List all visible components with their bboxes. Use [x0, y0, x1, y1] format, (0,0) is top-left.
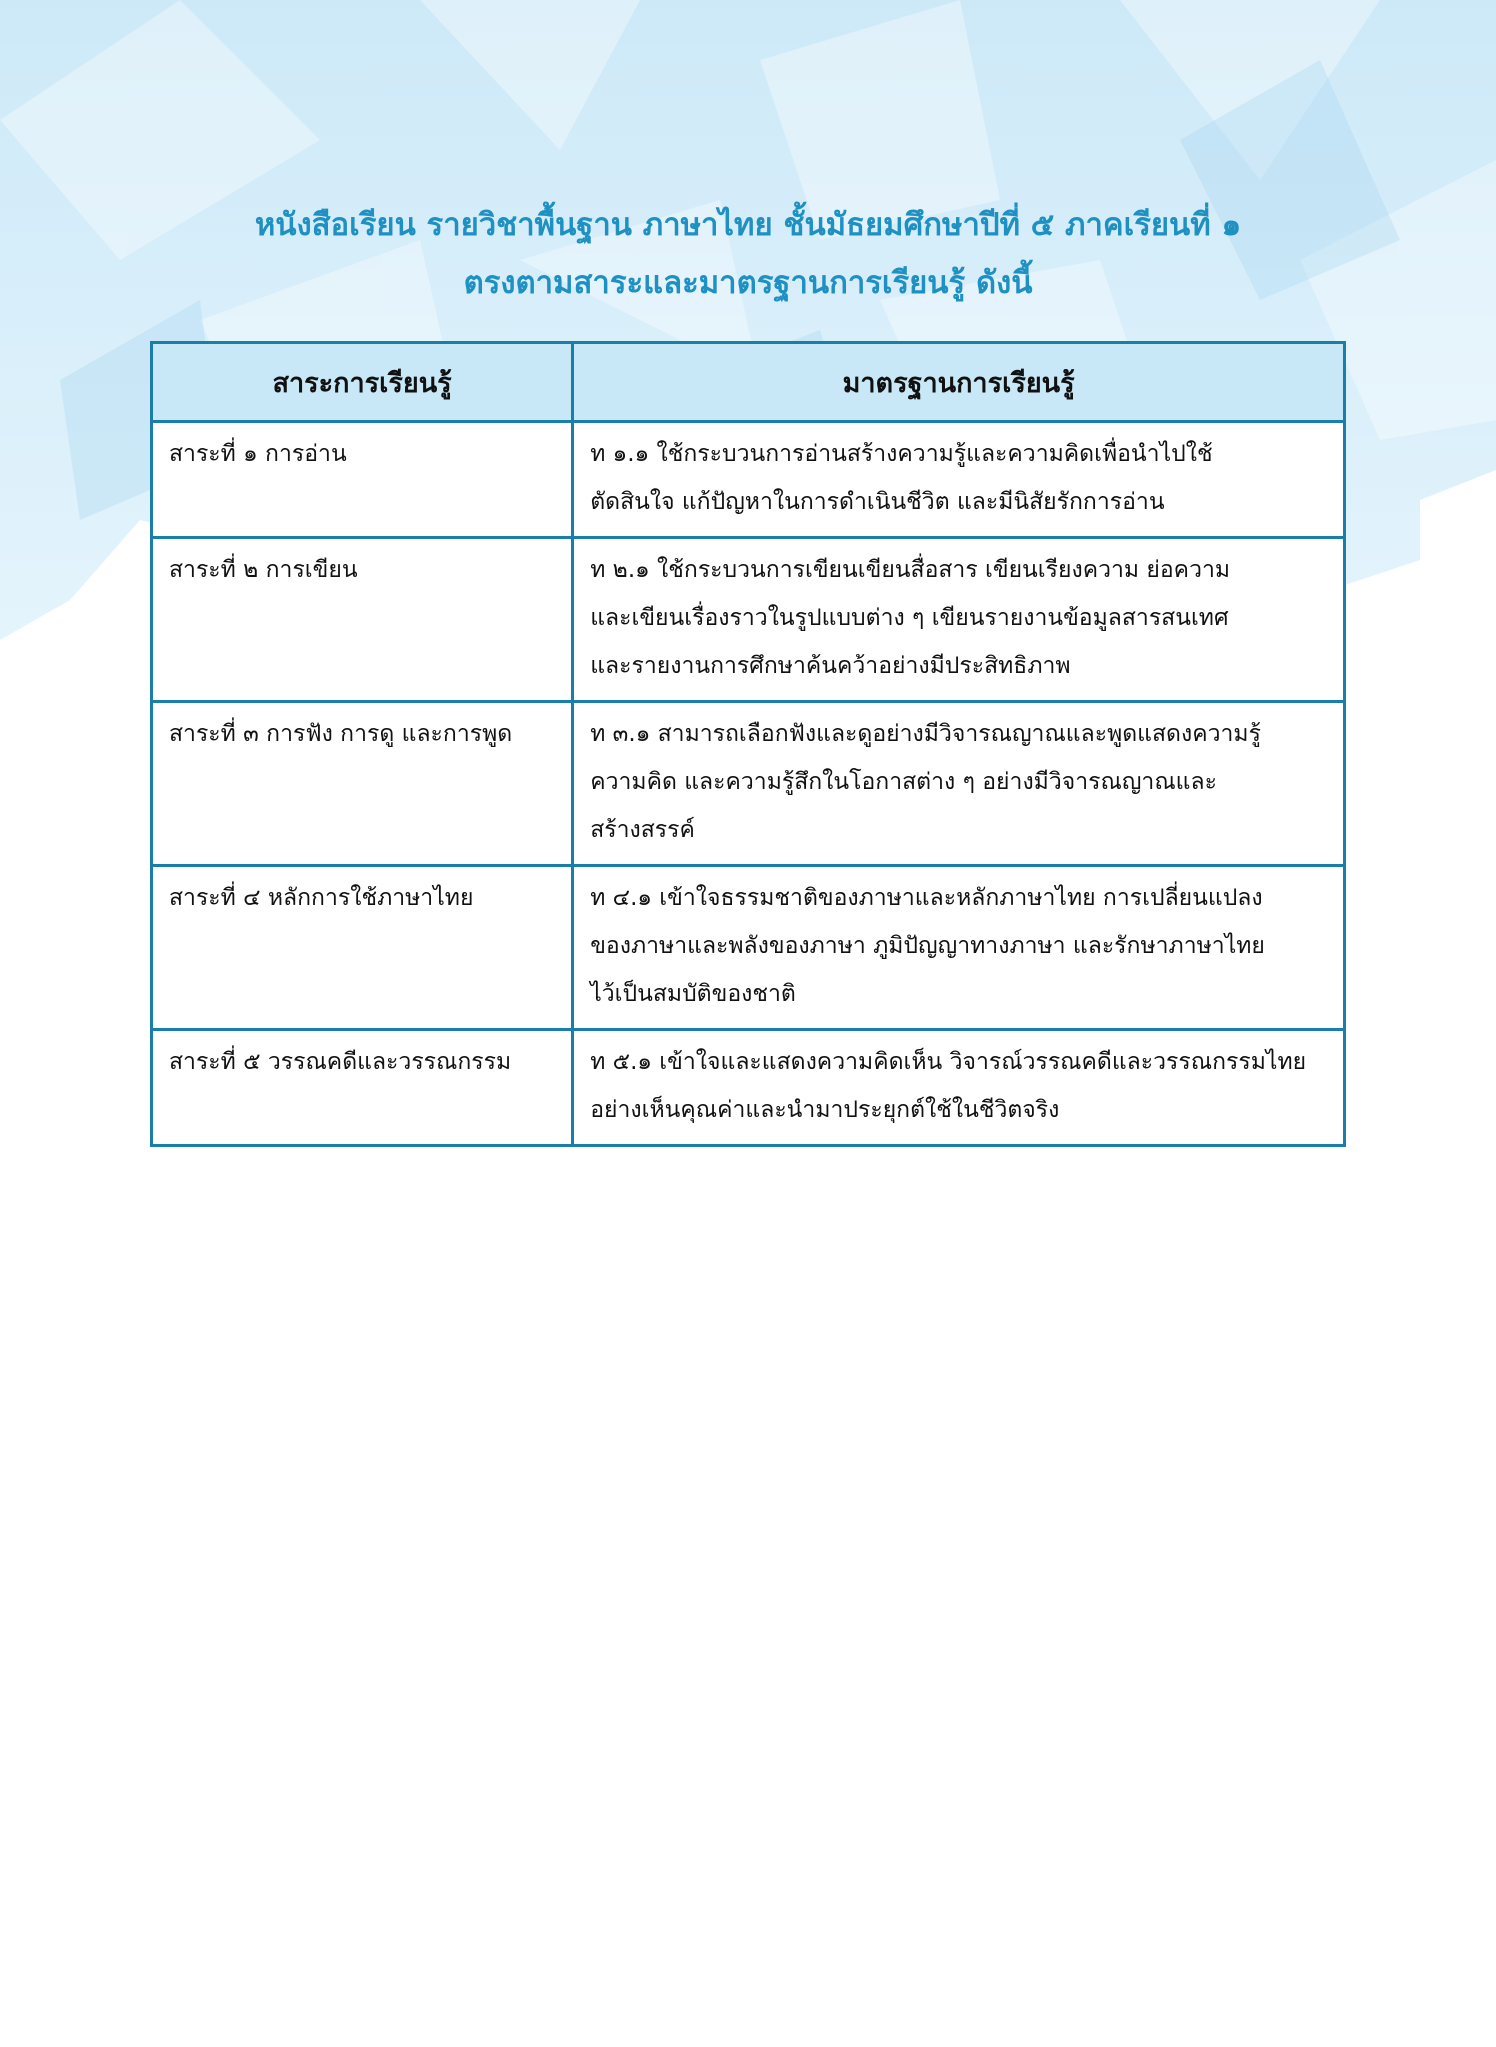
standards-table	[150, 341, 1346, 1147]
strand-cell: สาระที่ ๔ หลักการใช้ภาษาไทย	[152, 866, 573, 1030]
header-strand: สาระการเรียนรู้	[152, 343, 573, 422]
standard-line: ท ๑.๑ ใช้กระบวนการอ่านสร้างความรู้และความคิดเพื่อนำไปใช้	[590, 441, 1213, 467]
page-title	[0, 196, 1496, 312]
strand-cell: สาระที่ ๑ การอ่าน	[152, 422, 573, 538]
title-line-2: ตรงตามสาระและมาตรฐานการเรียนรู้ ดังนี้	[463, 265, 1033, 301]
strand-cell: สาระที่ ๒ การเขียน	[152, 538, 573, 702]
standard-line: และเขียนเรื่องราวในรูปแบบต่าง ๆ เขียนรายงานข้อมูลสารสนเทศ	[590, 605, 1229, 631]
standard-line: ท ๒.๑ ใช้กระบวนการเขียนเขียนสื่อสาร เขียนเรียงความ ย่อความ	[590, 557, 1231, 583]
standard-line: ความคิด และความรู้สึกในโอกาสต่าง ๆ อย่างมีวิจารณญาณและ	[590, 769, 1217, 795]
table-row	[152, 538, 1345, 702]
standard-cell	[573, 538, 1345, 702]
standard-line: สร้างสรรค์	[590, 817, 695, 843]
table-row	[152, 422, 1345, 538]
standard-line: อย่างเห็นคุณค่าและนำมาประยุกต์ใช้ในชีวิตจริง	[590, 1097, 1060, 1123]
standard-cell	[573, 422, 1345, 538]
standard-cell	[573, 702, 1345, 866]
standard-cell	[573, 866, 1345, 1030]
standard-line: ท ๕.๑ เข้าใจและแสดงความคิดเห็น วิจารณ์วรรณคดีและวรรณกรรมไทย	[590, 1049, 1307, 1075]
table-row	[152, 866, 1345, 1030]
table-header-row	[152, 343, 1345, 422]
standard-line: ไว้เป็นสมบัติของชาติ	[590, 981, 796, 1007]
standard-line: ท ๓.๑ สามารถเลือกฟังและดูอย่างมีวิจารณญาณและพูดแสดงความรู้	[590, 721, 1261, 747]
standard-cell	[573, 1030, 1345, 1146]
header-standard: มาตรฐานการเรียนรู้	[573, 343, 1345, 422]
standard-line: และรายงานการศึกษาค้นคว้าอย่างมีประสิทธิภาพ	[590, 653, 1071, 679]
strand-cell: สาระที่ ๓ การฟัง การดู และการพูด	[152, 702, 573, 866]
standard-line: ของภาษาและพลังของภาษา ภูมิปัญญาทางภาษา และรักษาภาษาไทย	[590, 933, 1265, 959]
standard-line: ตัดสินใจ แก้ปัญหาในการดำเนินชีวิต และมีนิสัยรักการอ่าน	[590, 489, 1165, 515]
strand-cell: สาระที่ ๕ วรรณคดีและวรรณกรรม	[152, 1030, 573, 1146]
table-row	[152, 1030, 1345, 1146]
table-row	[152, 702, 1345, 866]
standard-line: ท ๔.๑ เข้าใจธรรมชาติของภาษาและหลักภาษาไทย การเปลี่ยนแปลง	[590, 885, 1263, 911]
title-line-1: หนังสือเรียน รายวิชาพื้นฐาน ภาษาไทย ชั้นมัธยมศึกษาปีที่ ๕ ภาคเรียนที่ ๑	[254, 207, 1242, 243]
